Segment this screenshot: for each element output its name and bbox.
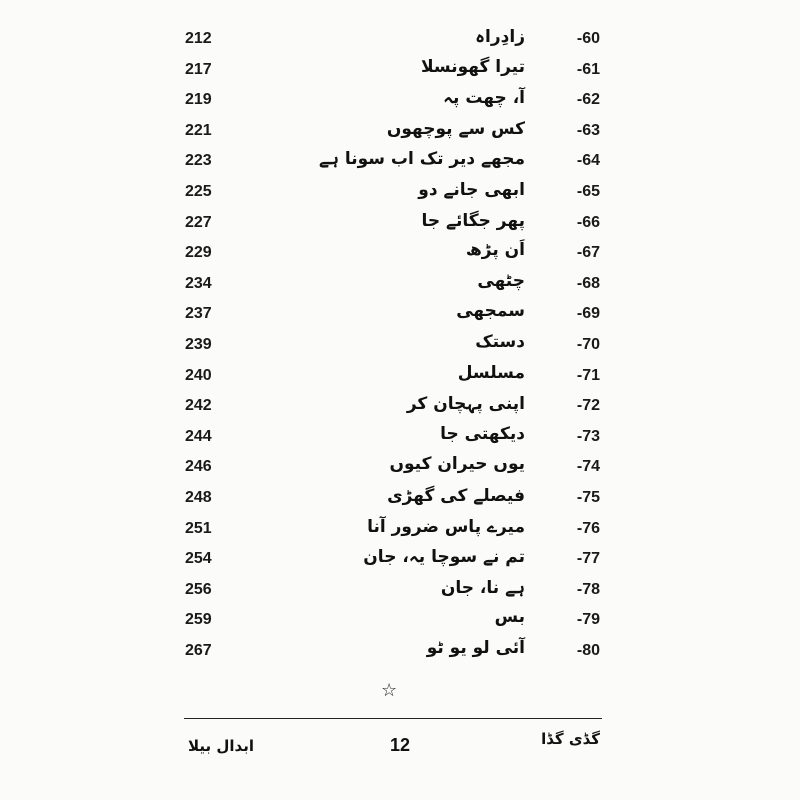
toc-index: -71 xyxy=(576,366,600,384)
toc-title: دستک xyxy=(475,331,525,352)
toc-page-number: 242 xyxy=(185,397,212,415)
toc-title: تیرا گھونسلا xyxy=(420,56,525,77)
toc-row xyxy=(185,485,600,516)
toc-title: دیکھتی جا xyxy=(440,423,525,444)
toc-page-number: 223 xyxy=(185,152,212,170)
toc-row xyxy=(185,577,600,608)
toc-row xyxy=(185,118,600,149)
toc-title: اَن پڑھ xyxy=(465,240,525,261)
toc-title: سمجھی xyxy=(456,301,525,322)
toc-index: -68 xyxy=(576,274,600,292)
toc-index: -73 xyxy=(576,427,600,445)
footer-divider xyxy=(184,718,602,719)
toc-page-number: 212 xyxy=(185,30,212,47)
toc-row xyxy=(185,271,600,302)
toc-title: بس xyxy=(494,607,525,628)
toc-title: آئی لو یو ٹو xyxy=(426,637,525,658)
toc-index: -65 xyxy=(576,182,600,200)
toc-row xyxy=(185,148,600,179)
toc-row xyxy=(185,454,600,485)
toc-title: ابھی جانے دو xyxy=(418,179,525,200)
toc-title: آ، چھت پہ xyxy=(443,88,525,109)
toc-index: -72 xyxy=(576,397,600,415)
toc-row xyxy=(185,424,600,455)
toc-title: تم نے سوچا یہ، جان xyxy=(363,547,525,568)
toc-index: -61 xyxy=(576,60,600,78)
toc-index: -62 xyxy=(576,91,600,109)
toc-title: اپنی پہچان کر xyxy=(406,394,525,415)
toc-index: -77 xyxy=(576,550,600,568)
toc-title: فیصلے کی گھڑی xyxy=(387,485,525,506)
toc-row xyxy=(185,546,600,577)
toc-row xyxy=(185,57,600,88)
toc-row xyxy=(185,363,600,394)
footer-book-title: گڈی گڈا xyxy=(541,730,600,748)
toc-index: -69 xyxy=(576,305,600,323)
toc-row xyxy=(185,179,600,210)
toc-index: -74 xyxy=(576,458,600,476)
toc-index: -79 xyxy=(576,611,600,629)
toc-page-number: 251 xyxy=(185,519,212,537)
footer-page-number: 12 xyxy=(389,735,411,755)
toc-row xyxy=(185,607,600,638)
toc-title: زادِراہ xyxy=(475,27,525,47)
toc-row xyxy=(185,516,600,547)
toc-row xyxy=(185,393,600,424)
toc-row xyxy=(185,332,600,363)
toc-title: میرے پاس ضرور آنا xyxy=(367,516,525,537)
toc-index: -78 xyxy=(576,580,600,598)
toc-title: مسلسل xyxy=(457,362,525,383)
toc-title: پھر جگائے جا xyxy=(421,210,525,231)
toc-page-number: 239 xyxy=(185,335,212,353)
toc-index: -60 xyxy=(576,30,600,47)
toc-page-number: 227 xyxy=(185,213,212,231)
footer-author: ابدال بیلا xyxy=(188,737,254,755)
toc-title: چٹھی xyxy=(477,270,525,291)
toc-index: -70 xyxy=(576,335,600,353)
toc-index: -75 xyxy=(576,488,600,506)
toc-page-number: 237 xyxy=(185,305,212,323)
toc-index: -67 xyxy=(576,244,600,262)
toc-title: مجھے دیر تک اب سونا ہے xyxy=(318,149,525,170)
toc-page-number: 248 xyxy=(185,488,212,506)
toc-index: -64 xyxy=(576,152,600,170)
toc-row xyxy=(185,26,600,57)
toc-page-number: 267 xyxy=(185,641,212,659)
toc-page-number: 244 xyxy=(185,427,212,445)
toc-title: کس سے پوچھوں xyxy=(386,118,525,139)
toc-page-number: 254 xyxy=(185,550,212,568)
toc-page-number: 221 xyxy=(185,121,212,139)
toc-page-number: 219 xyxy=(185,91,212,109)
toc-page-number: 256 xyxy=(185,580,212,598)
toc-page-number: 240 xyxy=(185,366,212,384)
toc-index: -66 xyxy=(576,213,600,231)
toc-index: -76 xyxy=(576,519,600,537)
toc-title: یوں حیران کیوں xyxy=(389,454,525,475)
toc-row xyxy=(185,301,600,332)
toc-page-number: 259 xyxy=(185,611,212,629)
toc-index: -80 xyxy=(576,641,600,659)
toc-row xyxy=(185,638,600,669)
toc-title: ہے نا، جان xyxy=(440,577,525,598)
toc-page-number: 217 xyxy=(185,60,212,78)
toc-row xyxy=(185,87,600,118)
toc-row xyxy=(185,240,600,271)
star-ornament-icon: ☆ xyxy=(381,680,398,701)
toc-page-number: 234 xyxy=(185,274,212,292)
toc-row xyxy=(185,210,600,241)
toc-page-number: 225 xyxy=(185,182,212,200)
table-of-contents xyxy=(185,26,600,668)
toc-index: -63 xyxy=(576,121,600,139)
toc-page-number: 246 xyxy=(185,458,212,476)
toc-page-number: 229 xyxy=(185,244,212,262)
